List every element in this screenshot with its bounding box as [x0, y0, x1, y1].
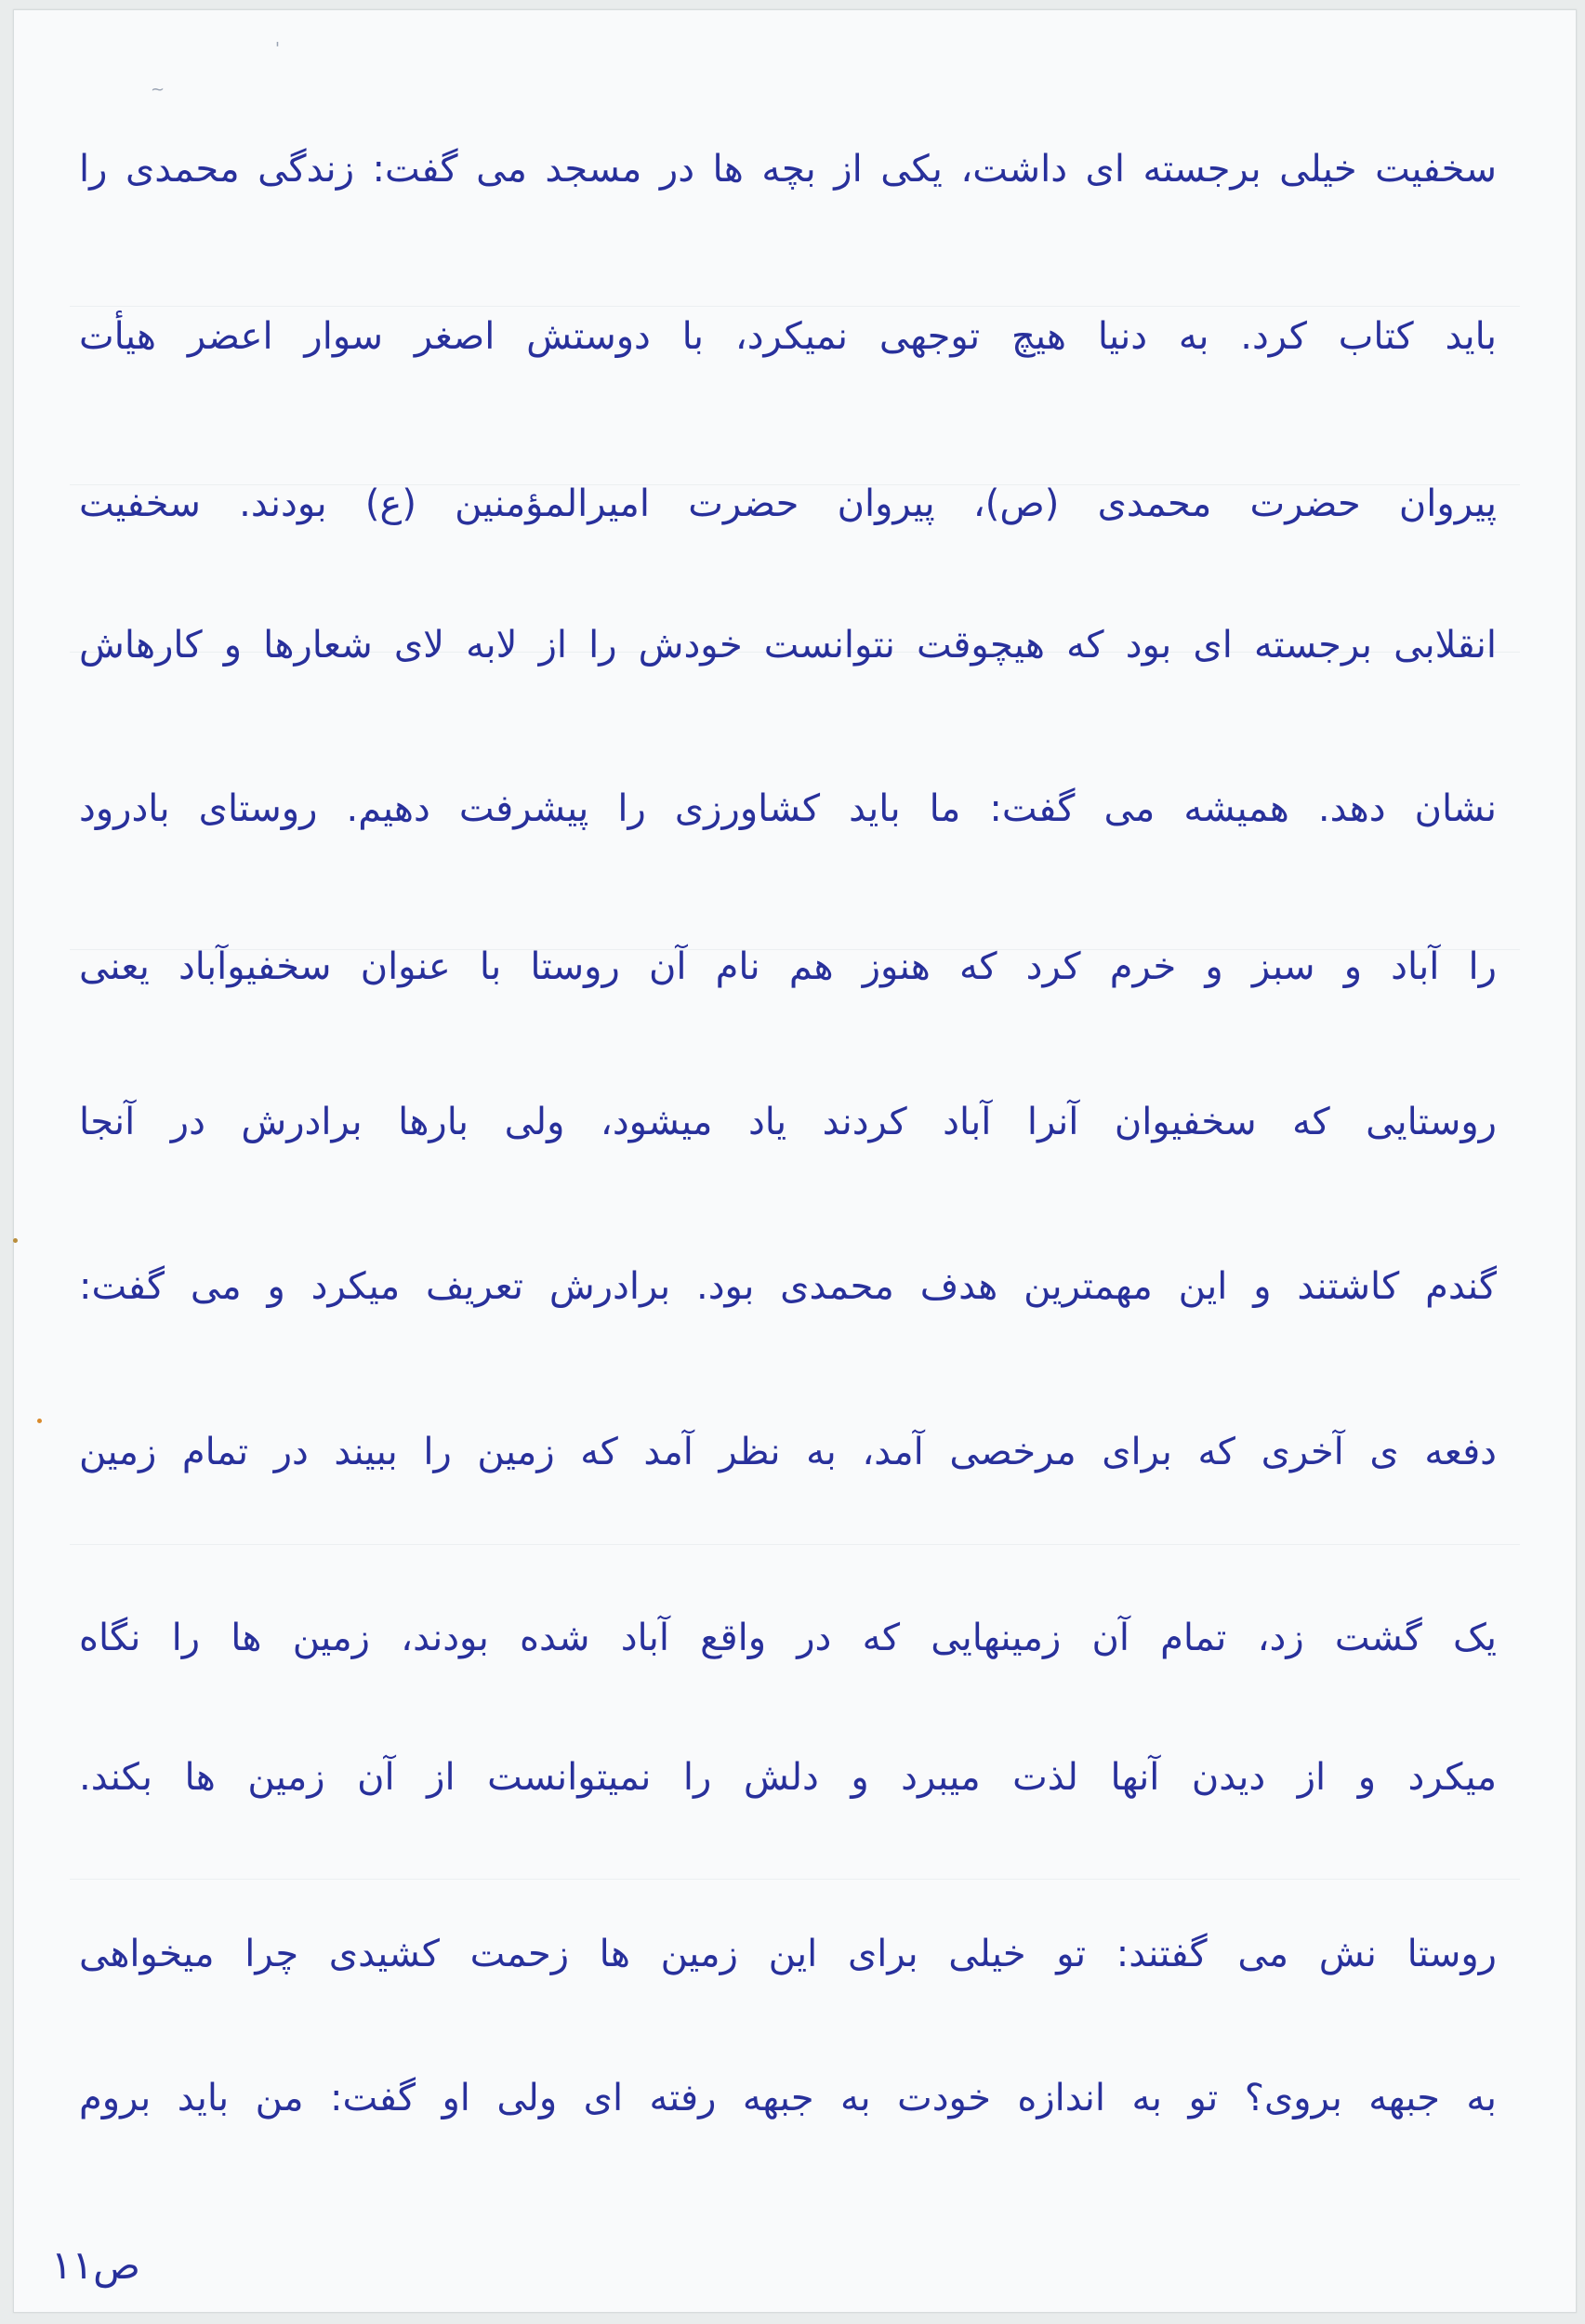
scan-mark: ~: [151, 80, 165, 99]
text-line-8: گندم کاشتند و این مهمترین هدف محمدی بود. برادرش تعریف میکرد و می گفت:: [79, 1265, 1497, 1308]
text-line-13: به جبهه بروی؟ تو به اندازه خودت به جبهه رفته ای ولی او گفت: من باید بروم: [79, 2077, 1497, 2119]
text-line-5: نشان دهد. همیشه می گفت: ما باید کشاورزی را پیشرفت دهیم. روستای بادرود: [79, 787, 1497, 830]
text-line-12: روستا نش می گفتند: تو خیلی برای این زمین ها زحمت کشیدی چرا میخواهی: [79, 1933, 1497, 1975]
text-line-6: را آباد و سبز و خرم کرد که هنوز هم نام آن روستا با عنوان سخفیوآباد یعنی: [79, 945, 1497, 988]
scan-dot: [37, 1419, 42, 1423]
text-line-7: روستایی که سخفیوان آنرا آباد کردند یاد میشود، ولی بارها برادرش در آنجا: [79, 1101, 1497, 1143]
page-number: ص۱۱: [51, 2242, 140, 2288]
ruled-line: [70, 1544, 1520, 1545]
scan-mark: ': [275, 39, 280, 59]
scan-dot: [13, 1238, 18, 1243]
text-line-1: سخفیت خیلی برجسته ای داشت، یکی از بچه ها در مسجد می گفت: زندگی محمدی را: [79, 148, 1497, 191]
text-line-11: میکرد و از دیدن آنها لذت میبرد و دلش را نمیتوانست از آن زمین ها بکند.: [79, 1756, 1497, 1799]
text-line-2: باید کتاب کرد. به دنیا هیچ توجهی نمیکرد، با دوستش اصغر سوار اعضر هیأت: [79, 315, 1497, 358]
ruled-line: [70, 1879, 1520, 1880]
text-line-3: پیروان حضرت محمدی (ص)، پیروان حضرت امیرالمؤمنین (ع) بودند. سخفیت: [79, 482, 1497, 525]
text-line-10: یک گشت زد، تمام آن زمینهایی که در واقع آباد شده بودند، زمین ها را نگاه: [79, 1617, 1497, 1659]
text-line-9: دفعه ی آخری که برای مرخصی آمد، به نظر آمد که زمین را ببیند در تمام زمین: [79, 1431, 1497, 1473]
text-line-4: انقلابی برجسته ای بود که هیچوقت نتوانست خودش را از لابه لای شعارها و کارهاش: [79, 624, 1497, 667]
